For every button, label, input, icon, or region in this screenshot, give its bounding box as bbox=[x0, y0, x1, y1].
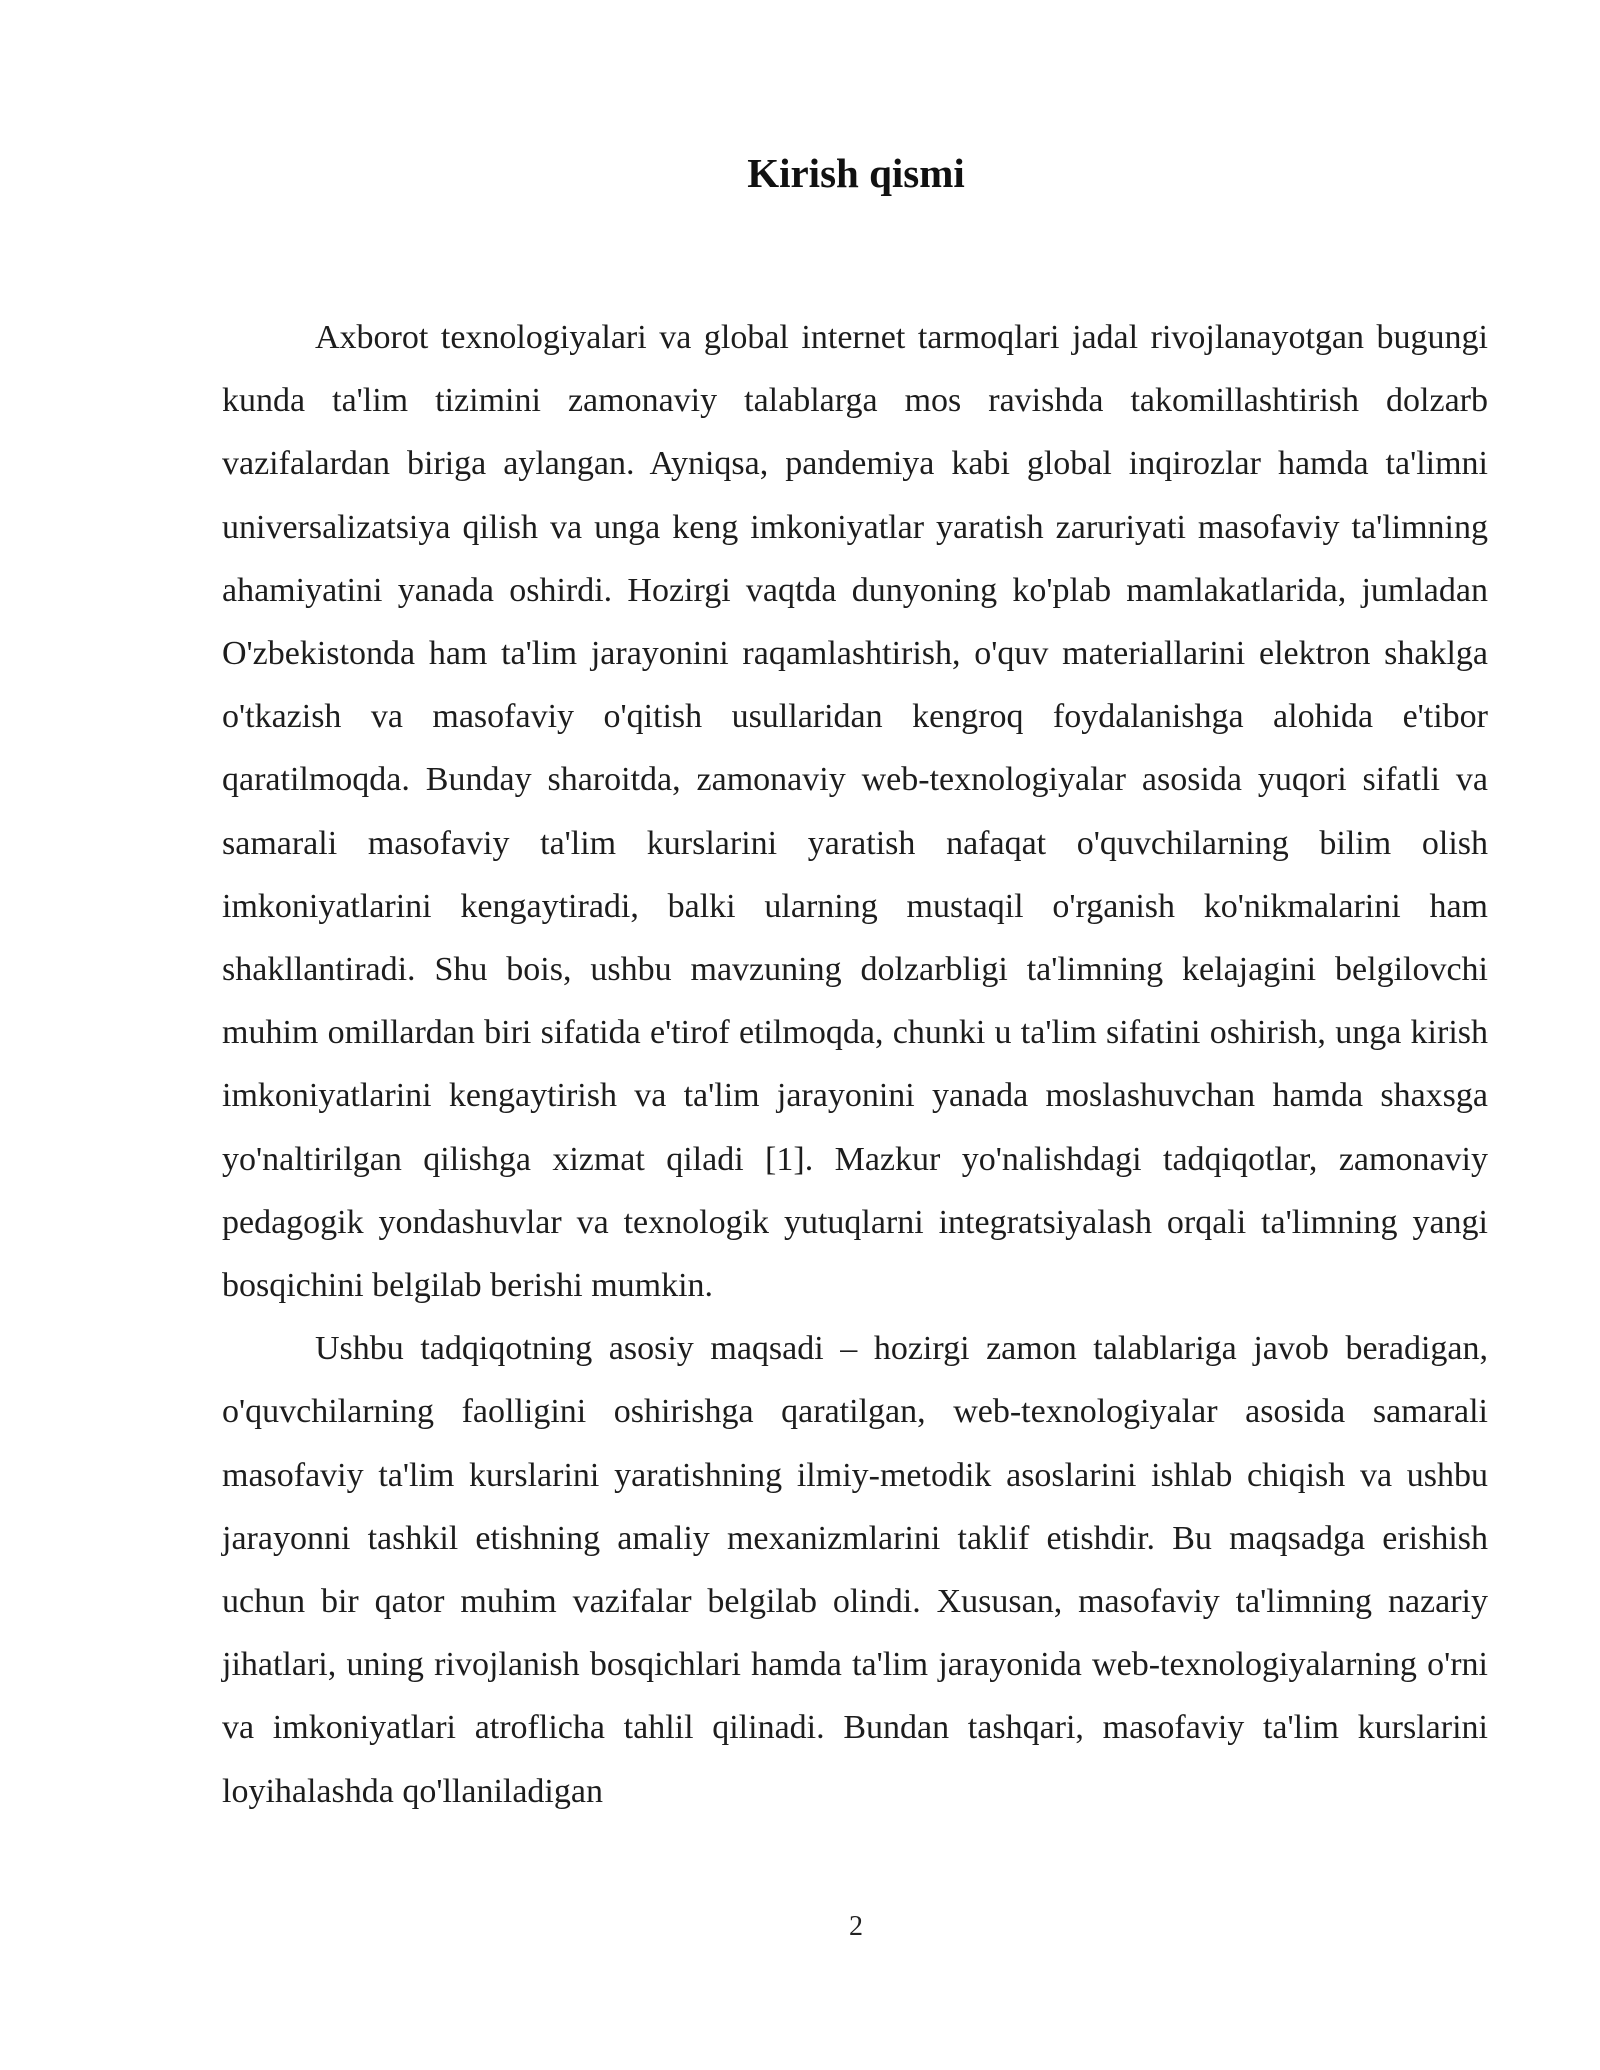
body-text bbox=[222, 306, 1488, 1823]
paragraph-2: Ushbu tadqiqotning asosiy maqsadi – hozirgi zamon talablariga javob beradigan, o'quvchilarning faolligini oshirishga qaratilgan, web-texnologiyalar asosida samarali masofaviy ta'lim kurslarini yaratishning ilmiy-metodik asoslarini ishlab chiqish va ushbu jarayonni tashkil etishning amaliy mexanizmlarini taklif etishdir. Bu maqsadga erishish uchun bir qator muhim vazifalar belgilab olindi. Xususan, masofaviy ta'limning nazariy jihatlari, uning rivojlanish bosqichlari hamda ta'lim jarayonida web-texnologiyalarning o'rni va imkoniyatlari atroflicha tahlil qilinadi. Bundan tashqari, masofaviy ta'lim kurslarini loyihalashda qo'llaniladigan bbox=[222, 1330, 1488, 1810]
page-title: Kirish qismi bbox=[747, 150, 965, 196]
page-number: 2 bbox=[849, 1911, 863, 1942]
paragraph-1: Axborot texnologiyalari va global internet tarmoqlari jadal rivojlanayotgan bugungi kunda ta'lim tizimini zamonaviy talablarga mos ravishda takomillashtirish dolzarb vazifalardan biriga aylangan. Ayniqsa, pandemiya kabi global inqirozlar hamda ta'limni universalizatsiya qilish va unga keng imkoniyatlar yaratish zaruriyati masofaviy ta'limning ahamiyatini yanada oshirdi. Hozirgi vaqtda dunyoning ko'plab mamlakatlarida, jumladan O'zbekistonda ham ta'lim jarayonini raqamlashtirish, o'quv materiallarini elektron shaklga o'tkazish va masofaviy o'qitish usullaridan kengroq foydalanishga alohida e'tibor qaratilmoqda. Bunday sharoitda, zamonaviy web-texnologiyalar asosida yuqori sifatli va samarali masofaviy ta'lim kurslarini yaratish nafaqat o'quvchilarning bilim olish imkoniyatlarini kengaytiradi, balki ularning mustaqil o'rganish ko'nikmalarini ham shakllantiradi. Shu bois, ushbu mavzuning dolzarbligi ta'limning kelajagini belgilovchi muhim omillardan biri sifatida e'tirof etilmoqda, chunki u ta'lim sifatini oshirish, unga kirish imkoniyatlarini kengaytirish va ta'lim jarayonini yanada moslashuvchan hamda shaxsga yo'naltirilgan qilishga xizmat qiladi [1]. Mazkur yo'nalishdagi tadqiqotlar, zamonaviy pedagogik yondashuvlar va texnologik yutuqlarni integratsiyalash orqali ta'limning yangi bosqichini belgilab berishi mumkin. bbox=[222, 319, 1488, 1305]
